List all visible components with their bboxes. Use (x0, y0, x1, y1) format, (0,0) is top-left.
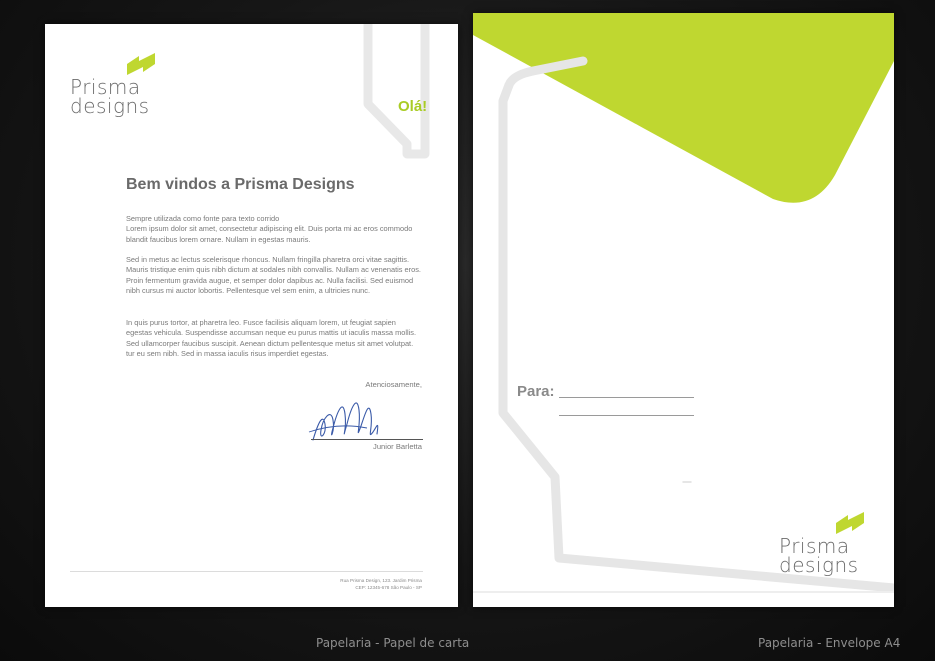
letter-paragraph-3: In quis purus tortor, at pharetra leo. Fusce facilisis aliquam lorem, ut feugiat sapien egestas vehicula. Suspendisse accumsan neque eu purus mattis ut iaculis massa mollis. Sed ullamcorper faucibus suscipit. Aenean dictum pellentesque metus sit amet volutpat. tur eu sem nibh. Sed in massa iaculis risus imperdiet egestas. (126, 318, 417, 359)
envelope-flap-decoration (473, 13, 894, 607)
footer-address-line-2: CEP: 12345-678 São Paulo - SP (355, 584, 422, 590)
logo-word-prisma: Prisma (70, 75, 141, 99)
envelope-sheet (473, 13, 894, 607)
letterhead-sheet (45, 24, 458, 607)
signature-line (311, 439, 423, 440)
logo-word-prisma: Prisma (779, 534, 850, 558)
caption-envelope: Papelaria - Envelope A4 (758, 636, 901, 650)
signer-name: Junior Barletta (373, 442, 422, 451)
footer-divider (70, 571, 423, 572)
addressee-label: Para: (517, 383, 555, 400)
prisma-logo-icon (834, 511, 866, 535)
letter-title: Bem vindos a Prisma Designs (126, 176, 355, 193)
footer-address (275, 578, 422, 591)
closing-text: Atenciosamente, (365, 380, 422, 389)
letter-paragraph-2: Sed in metus ac lectus scelerisque rhoncus. Nullam fringilla pharetra orci vitae sagittis. Mauris tristique enim quis nibh dictum at sodales nibh convallis. Nullam ac venenatis eros. Proin fermentum gravida augue, et semper dolor dapibus ac. Nulla facilisi. Sed euismod nibh cursus mi auctor lobortis. Pellentesque vel sem enim, a ultricies nunc. (126, 255, 421, 296)
address-line-1 (559, 397, 694, 398)
greeting-text: Olá! (398, 98, 428, 115)
caption-letter: Papelaria - Papel de carta (316, 636, 470, 650)
address-line-2 (559, 415, 694, 416)
footer-address-line-1: Rua Prisma Design, 123. Jardim Prisma (340, 578, 422, 583)
logo-word-designs: designs (70, 94, 150, 118)
logo-word-designs: designs (779, 553, 859, 577)
letter-paragraph-1: Sempre utilizada como fonte para texto corrido Lorem ipsum dolor sit amet, consectetur adipiscing elit. Duis porta mi ac eros commodo blandit faucibus lorem ornare. Nullam in egestas mauris. (126, 214, 413, 244)
prisma-logo-icon (125, 52, 157, 76)
